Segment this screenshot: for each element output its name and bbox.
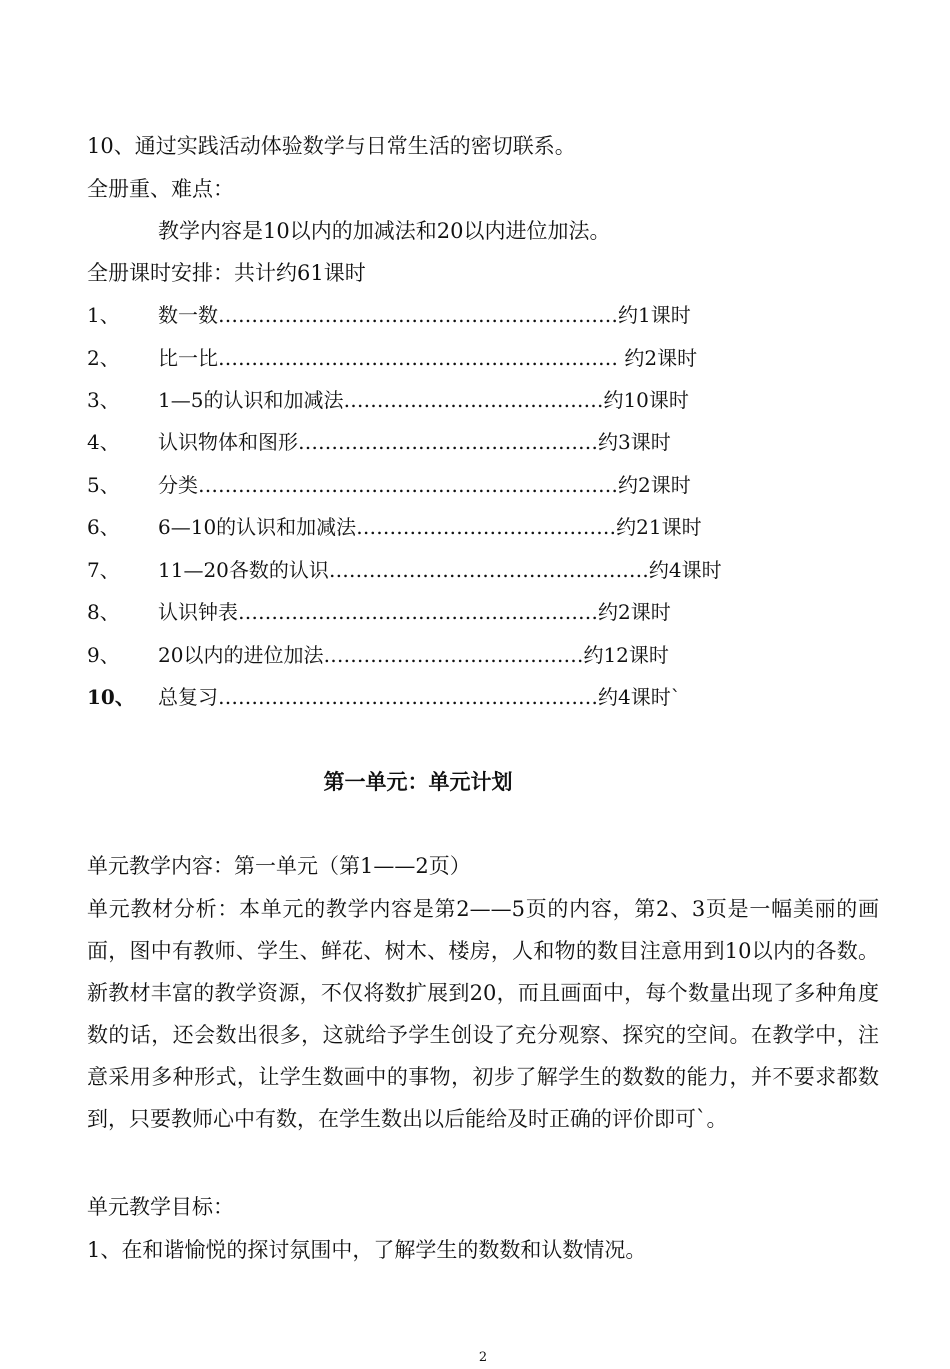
schedule-item-text: 1—5的认识和加减法…………………………………约10课时 bbox=[158, 388, 689, 412]
unit-goal-item: 1、在和谐愉悦的探讨氛围中，了解学生的数数和认数情况。 bbox=[87, 1238, 647, 1262]
schedule-item-text: 11—20各数的认识…………………………………………约4课时 bbox=[158, 558, 722, 582]
schedule-item-text: 总复习…………………………………………………约4课时` bbox=[158, 685, 681, 709]
page-number: 2 bbox=[478, 1350, 488, 1365]
schedule-item-number: 4、 bbox=[87, 430, 120, 454]
unit-analysis: 单元教材分析：本单元的教学内容是第2——5页的内容，第2、3页是一幅美丽的画面，图中有教师、学生、鲜花、树木、楼房，人和物的数目注意用到10以内的各数。新教材丰富的教学资源，不仅将数扩展到20，而且画面中，每个数量出现了多种角度数的话，还会数出很多，这就给予学生创设了充分观察、探究的空间。在教学中，注意采用多种形式，让学生数画中的事物，初步了解学生的数数的能力，并不要求都数到，只要教师心中有数，在学生数出以后能给及时正确的评价即可`。 bbox=[87, 897, 879, 1131]
unit-goal-heading: 单元教学目标： bbox=[87, 1195, 234, 1219]
unit-heading: 第一单元：单元计划 bbox=[323, 770, 513, 794]
schedule-item-text: 认识物体和图形………………………………………约3课时 bbox=[158, 430, 671, 454]
schedule-item-number: 5、 bbox=[87, 473, 120, 497]
schedule-item-text: 分类………………………………………………………约2课时 bbox=[158, 473, 691, 497]
schedule-item-number: 1、 bbox=[87, 303, 120, 327]
schedule-item-text: 认识钟表………………………………………………约2课时 bbox=[158, 600, 671, 624]
schedule-item-text: 6—10的认识和加减法…………………………………约21课时 bbox=[158, 515, 702, 539]
unit-content: 单元教学内容：第一单元（第1——2页） bbox=[87, 854, 471, 878]
difficulty-text: 教学内容是10以内的加减法和20以内进位加法。 bbox=[158, 219, 611, 243]
schedule-item-number: 9、 bbox=[87, 643, 120, 667]
schedule-item-text: 20以内的进位加法…………………………………约12课时 bbox=[158, 643, 669, 667]
schedule-item-number: 8、 bbox=[87, 600, 120, 624]
schedule-item-number: 2、 bbox=[87, 346, 120, 370]
schedule-item-number: 6、 bbox=[87, 515, 120, 539]
schedule-item-number: 3、 bbox=[87, 388, 120, 412]
schedule-item-number: 10、 bbox=[87, 685, 135, 709]
schedule-item-text: 比一比…………………………………………………… 约2课时 bbox=[158, 346, 698, 370]
schedule-item-number: 7、 bbox=[87, 558, 120, 582]
schedule-heading: 全册课时安排：共计约61课时 bbox=[87, 261, 366, 285]
difficulty-heading: 全册重、难点： bbox=[87, 177, 234, 201]
schedule-item-text: 数一数……………………………………………………约1课时 bbox=[158, 303, 691, 327]
intro-line: 10、通过实践活动体验数学与日常生活的密切联系。 bbox=[87, 134, 576, 158]
